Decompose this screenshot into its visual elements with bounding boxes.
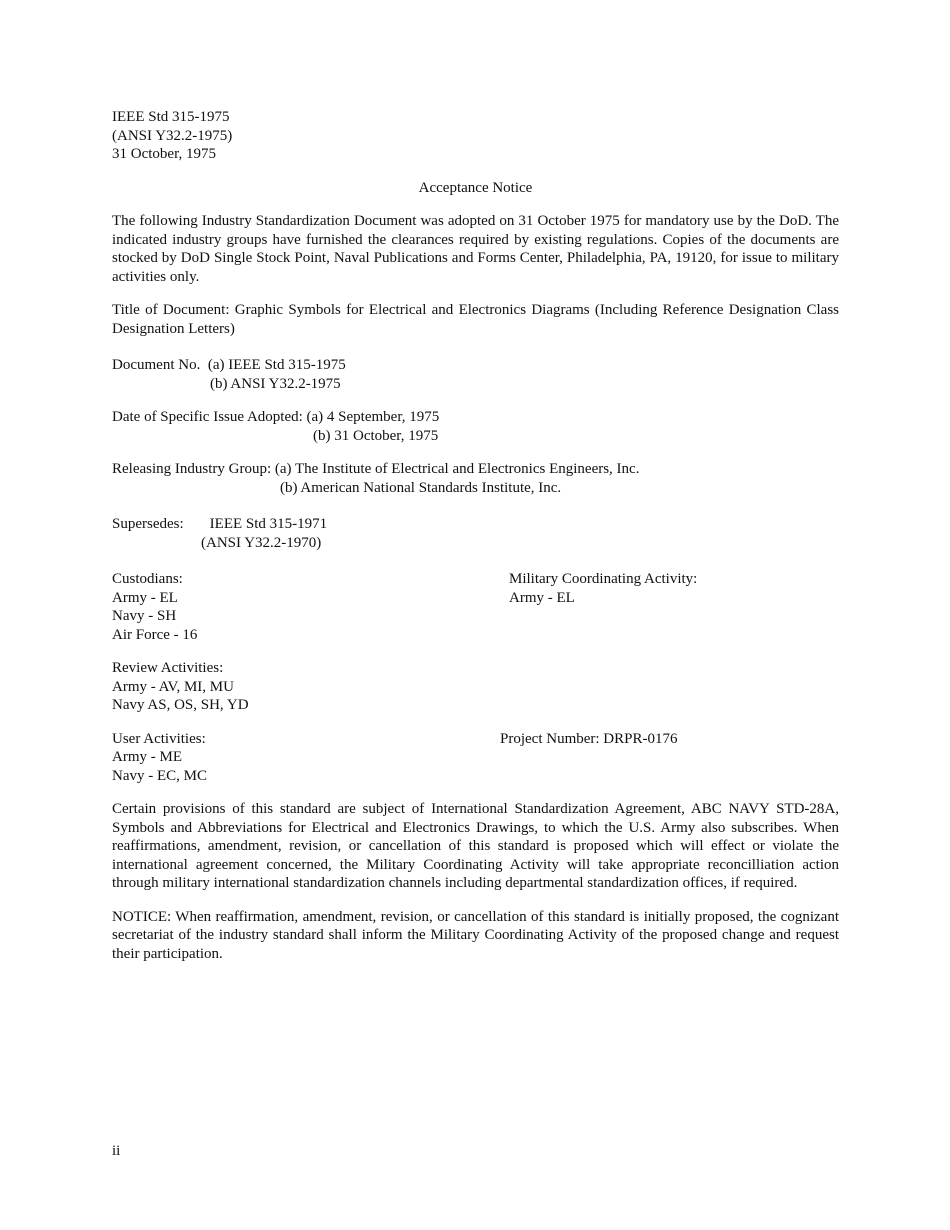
user-activities-section	[112, 730, 839, 786]
document-number-label: Document No.	[112, 357, 201, 373]
document-number-block	[112, 356, 839, 393]
supersedes-label: Supersedes:	[112, 516, 184, 532]
page-number: ii	[112, 1143, 121, 1159]
supersedes-value-1: IEEE Std 315-1971	[209, 516, 328, 532]
releasing-group-b: (b) American National Standards Institute, Inc.	[280, 479, 562, 496]
document-header	[112, 108, 839, 164]
header-ansi: (ANSI Y32.2-1975)	[112, 127, 233, 144]
user-activities-label: User Activities:	[112, 730, 206, 747]
date-of-issue-a: (a) 4 September, 1975	[306, 409, 440, 425]
review-activity-item: Army - AV, MI, MU	[112, 678, 234, 695]
intro-paragraph: The following Industry Standardization Document was adopted on 31 October 1975 for mandatory use by the DoD. The indicated industry groups have furnished the clearances required by existing regulations. Copies of the documents are stocked by DoD Single Stock Point, Naval Publications and Forms Center, Philadelphia, PA, 19120, for issue to military activities only.	[112, 213, 839, 285]
header-date: 31 October, 1975	[112, 146, 216, 162]
user-activity-item: Navy - EC, MC	[112, 767, 207, 784]
document-page	[112, 108, 839, 978]
date-of-issue-block	[112, 408, 839, 445]
user-activity-item: Army - ME	[112, 749, 182, 765]
military-coordinating-label: Military Coordinating Activity:	[509, 571, 698, 587]
custodians-label: Custodians:	[112, 571, 183, 587]
provisions-paragraph: Certain provisions of this standard are subject of International Standardization Agreement, ABC NAVY STD-28A, Symbols and Abbreviations for Electrical and Electronics Drawings, to which the U.S. Army also subscribes. When reaffirmations, amendment, revision, or cancellation of this standard is proposed which will effect or violate the international agreement concerned, the Military Coordinating Activity will take appropriate reconcilliation action through military international standardization channels including departmental standardization offices, if required.	[112, 801, 839, 891]
custodian-item: Army - EL	[112, 589, 178, 606]
date-of-issue-label: Date of Specific Issue Adopted:	[112, 409, 303, 425]
title-of-document: Title of Document: Graphic Symbols for Electrical and Electronics Diagrams (Including Reference Designation Class Designation Letters)	[112, 302, 839, 337]
custodians-list	[112, 570, 839, 644]
military-coordinating-list	[509, 570, 697, 607]
project-number: Project Number: DRPR-0176	[500, 730, 678, 747]
releasing-group-a: (a) The Institute of Electrical and Electronics Engineers, Inc.	[274, 461, 640, 477]
review-activities-section	[112, 659, 839, 715]
custodians-section	[112, 570, 839, 644]
releasing-group-block	[112, 460, 839, 497]
page-title: Acceptance Notice	[418, 179, 533, 196]
header-standard: IEEE Std 315-1975	[112, 109, 230, 125]
supersedes-value-2: (ANSI Y32.2-1970)	[201, 534, 322, 551]
military-coordinating-item: Army - EL	[509, 589, 575, 606]
custodian-item: Air Force - 16	[112, 626, 198, 643]
user-activities-list	[112, 730, 839, 786]
document-number-a: (a) IEEE Std 315-1975	[207, 357, 346, 373]
review-activities-label: Review Activities:	[112, 660, 224, 676]
supersedes-block	[112, 515, 839, 552]
custodian-item: Navy - SH	[112, 608, 177, 624]
review-activity-item: Navy AS, OS, SH, YD	[112, 697, 249, 713]
notice-paragraph: NOTICE: When reaffirmation, amendment, revision, or cancellation of this standard is initially proposed, the cognizant secretariat of the industry standard shall inform the Military Coordinating Activity of the proposed change and request their participation.	[112, 908, 839, 962]
document-number-b: (b) ANSI Y32.2-1975	[210, 375, 341, 392]
releasing-group-label: Releasing Industry Group:	[112, 461, 272, 477]
date-of-issue-b: (b) 31 October, 1975	[313, 427, 439, 444]
